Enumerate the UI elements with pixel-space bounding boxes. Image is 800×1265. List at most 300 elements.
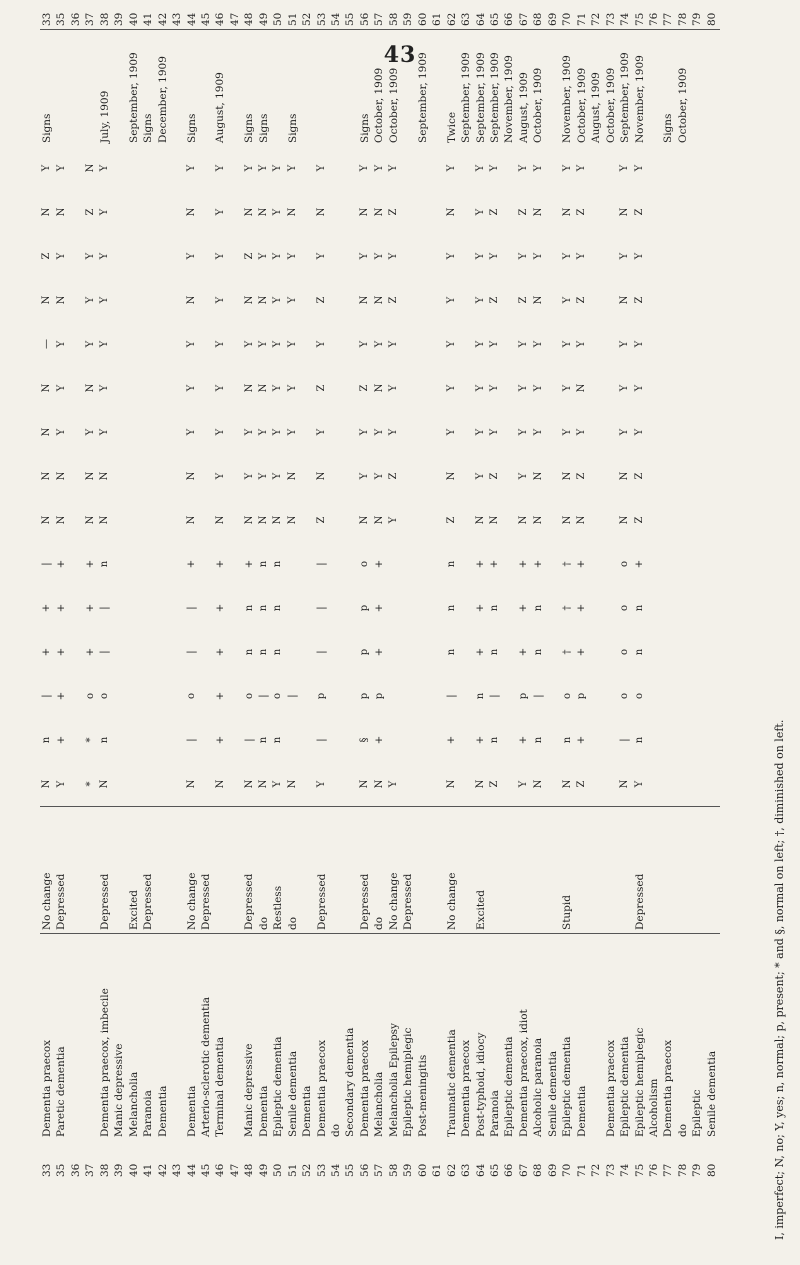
- sign-cell: [300, 674, 314, 718]
- sign-cell: N: [55, 207, 67, 217]
- sign-cell: N: [243, 207, 255, 217]
- sign-cell: [170, 190, 184, 234]
- mental-condition-cell: [531, 807, 545, 934]
- table-row: [430, 0, 444, 1180]
- sign-cell: [329, 498, 343, 542]
- sign-cell: Z: [575, 472, 587, 480]
- diagnosis-cell: Dementia praecox: [604, 934, 618, 1141]
- case-number: 49: [257, 1163, 270, 1177]
- sign-cell: [69, 586, 83, 630]
- sign-cell: [344, 586, 358, 630]
- sign-cell: [112, 586, 126, 630]
- sign-cell: *: [84, 737, 96, 743]
- sign-cell: N: [619, 471, 631, 481]
- case-number: 75: [633, 1163, 646, 1177]
- sign-cell: [661, 410, 675, 454]
- sign-cell: Y: [359, 340, 371, 348]
- sign-cell: |: [99, 650, 111, 654]
- sign-cell: Y: [388, 384, 400, 392]
- sign-cell: [141, 410, 155, 454]
- case-number-right: 46: [214, 12, 227, 26]
- mental-condition-cell: Depressed: [141, 807, 155, 934]
- sign-cell: [546, 762, 560, 807]
- sign-cell: [676, 366, 690, 410]
- sign-cell: N: [243, 295, 255, 305]
- sign-cell: n: [258, 560, 270, 568]
- diagnosis-cell: do: [329, 934, 343, 1141]
- case-number-right: 52: [301, 12, 314, 26]
- sign-cell: [199, 234, 213, 278]
- date-cell: [170, 30, 184, 147]
- sign-cell: Y: [185, 252, 197, 260]
- case-number-right: 77: [662, 12, 675, 26]
- date-cell: Signs: [358, 30, 372, 147]
- sign-cell: n: [633, 648, 645, 656]
- case-number: 62: [445, 1163, 458, 1177]
- date-cell: [647, 30, 661, 147]
- sign-cell: Y: [185, 340, 197, 348]
- sign-cell: N: [99, 515, 111, 525]
- sign-cell: [604, 366, 618, 410]
- sign-cell: Y: [315, 428, 327, 436]
- sign-cell: Y: [315, 340, 327, 348]
- case-number-right: 70: [561, 12, 574, 26]
- table-row: [127, 0, 141, 1180]
- sign-cell: N: [532, 471, 544, 481]
- table-row: [358, 0, 372, 1180]
- date-cell: September, 1909: [127, 30, 141, 147]
- sign-cell: N: [214, 779, 226, 789]
- sign-cell: N: [258, 295, 270, 305]
- sign-cell: [228, 146, 242, 190]
- sign-cell: Y: [518, 252, 530, 260]
- sign-cell: |: [619, 738, 631, 742]
- sign-cell: [416, 278, 430, 322]
- sign-cell: N: [359, 207, 371, 217]
- sign-cell: [170, 278, 184, 322]
- case-number: 66: [503, 1163, 516, 1177]
- sign-cell: [416, 542, 430, 586]
- sign-cell: [112, 718, 126, 762]
- case-number-right: 69: [546, 12, 559, 26]
- sign-cell: Y: [373, 340, 385, 348]
- sign-cell: [156, 718, 170, 762]
- date-cell: [112, 30, 126, 147]
- sign-cell: [661, 630, 675, 674]
- sign-cell: [503, 410, 517, 454]
- sign-cell: [228, 674, 242, 718]
- diagnosis-cell: Alcoholism: [647, 934, 661, 1141]
- sign-cell: [690, 586, 704, 630]
- diagnosis-cell: Senile dementia: [286, 934, 300, 1141]
- sign-cell: [503, 498, 517, 542]
- sign-cell: [228, 234, 242, 278]
- date-cell: Twice: [445, 30, 459, 147]
- sign-cell: [647, 498, 661, 542]
- sign-cell: [156, 322, 170, 366]
- sign-cell: [156, 498, 170, 542]
- diagnosis-cell: [228, 934, 242, 1141]
- sign-cell: |: [315, 738, 327, 742]
- case-number: 35: [55, 1163, 68, 1177]
- case-number-right: 47: [228, 12, 241, 26]
- sign-cell: [156, 234, 170, 278]
- sign-cell: [661, 718, 675, 762]
- table-row: [213, 0, 227, 1180]
- sign-cell: [344, 190, 358, 234]
- case-number-right: 51: [286, 12, 299, 26]
- date-cell: August, 1909: [589, 30, 603, 147]
- sign-cell: [661, 190, 675, 234]
- sign-cell: N: [532, 295, 544, 305]
- sign-cell: [170, 366, 184, 410]
- sign-cell: [228, 278, 242, 322]
- case-number-right: 44: [185, 12, 198, 26]
- table-row: [575, 0, 589, 1180]
- sign-cell: Y: [373, 472, 385, 480]
- sign-cell: p: [315, 692, 327, 700]
- case-number-right: 38: [98, 12, 111, 26]
- sign-cell: [228, 586, 242, 630]
- sign-cell: [416, 454, 430, 498]
- sign-cell: [127, 762, 141, 807]
- date-cell: [54, 30, 68, 147]
- table-row: [690, 0, 704, 1180]
- case-number-right: 54: [330, 12, 343, 26]
- sign-cell: [156, 586, 170, 630]
- mental-condition-cell: Depressed: [199, 807, 213, 934]
- sign-cell: [416, 498, 430, 542]
- diagnosis-cell: Dementia praecox: [661, 934, 675, 1141]
- table-row: [503, 0, 517, 1180]
- sign-cell: N: [243, 779, 255, 789]
- sign-cell: Y: [315, 252, 327, 260]
- case-number-right: 33: [40, 12, 53, 26]
- sign-cell: Y: [445, 384, 457, 392]
- sign-cell: N: [619, 515, 631, 525]
- sign-cell: o: [561, 692, 573, 700]
- diagnosis-cell: Melancholia: [127, 934, 141, 1141]
- sign-cell: Y: [373, 428, 385, 436]
- case-number-right: 49: [257, 12, 270, 26]
- sign-cell: N: [84, 515, 96, 525]
- table-row: [300, 0, 314, 1180]
- sign-cell: N: [41, 515, 53, 525]
- sign-cell: [141, 190, 155, 234]
- sign-cell: Y: [55, 428, 67, 436]
- diagnosis-cell: Senile dementia: [546, 934, 560, 1141]
- sign-cell: +: [84, 559, 96, 569]
- sign-cell: [416, 630, 430, 674]
- sign-cell: [416, 718, 430, 762]
- sign-cell: [387, 542, 401, 586]
- mental-condition-cell: [459, 807, 473, 934]
- sign-cell: N: [474, 515, 486, 525]
- mental-condition-cell: Depressed: [54, 807, 68, 934]
- sign-cell: Y: [272, 340, 284, 348]
- sign-cell: |: [41, 562, 53, 566]
- sign-cell: [156, 146, 170, 190]
- sign-cell: [705, 366, 720, 410]
- sign-cell: [705, 498, 720, 542]
- sign-cell: N: [619, 207, 631, 217]
- sign-cell: Y: [633, 252, 645, 260]
- sign-cell: N: [373, 383, 385, 393]
- sign-cell: [199, 190, 213, 234]
- sign-cell: [589, 542, 603, 586]
- sign-cell: [156, 366, 170, 410]
- sign-cell: [170, 322, 184, 366]
- sign-cell: +: [373, 735, 385, 745]
- case-number: 69: [546, 1163, 559, 1177]
- sign-cell: [647, 322, 661, 366]
- sign-cell: Z: [315, 516, 327, 524]
- mental-condition-cell: Depressed: [315, 807, 329, 934]
- sign-cell: [344, 146, 358, 190]
- sign-cell: [676, 190, 690, 234]
- date-cell: [344, 30, 358, 147]
- sign-cell: |: [185, 738, 197, 742]
- sign-cell: N: [359, 779, 371, 789]
- sign-cell: [387, 674, 401, 718]
- table-row: [112, 0, 126, 1180]
- sign-cell: +: [214, 647, 226, 657]
- sign-cell: Z: [388, 472, 400, 480]
- sign-cell: [416, 322, 430, 366]
- sign-cell: [141, 234, 155, 278]
- sign-cell: Y: [474, 296, 486, 304]
- mental-condition-cell: do: [286, 807, 300, 934]
- mental-condition-cell: [676, 807, 690, 934]
- sign-cell: [661, 146, 675, 190]
- sign-cell: Y: [185, 428, 197, 436]
- table-row: [401, 0, 415, 1180]
- sign-cell: —: [41, 339, 53, 349]
- sign-cell: Z: [489, 208, 501, 216]
- sign-cell: n: [445, 560, 457, 568]
- sign-cell: [170, 454, 184, 498]
- sign-cell: Y: [445, 164, 457, 172]
- sign-cell: N: [243, 515, 255, 525]
- sign-cell: [300, 234, 314, 278]
- sign-cell: Y: [518, 780, 530, 788]
- sign-cell: [344, 674, 358, 718]
- sign-cell: n: [272, 736, 284, 744]
- sign-cell: Y: [474, 164, 486, 172]
- sign-cell: [604, 190, 618, 234]
- sign-cell: +: [55, 559, 67, 569]
- table-row: [315, 0, 329, 1180]
- sign-cell: N: [84, 163, 96, 173]
- sign-cell: Y: [84, 428, 96, 436]
- date-cell: November, 1909: [633, 30, 647, 147]
- diagnosis-cell: Post-typhoid, idiocy: [474, 934, 488, 1141]
- sign-cell: +: [214, 691, 226, 701]
- sign-cell: [661, 674, 675, 718]
- sign-cell: [430, 322, 444, 366]
- sign-cell: [112, 146, 126, 190]
- sign-cell: |: [243, 738, 255, 742]
- sign-cell: [156, 410, 170, 454]
- sign-cell: [430, 410, 444, 454]
- sign-cell: Y: [214, 164, 226, 172]
- sign-cell: Y: [633, 780, 645, 788]
- sign-cell: [228, 498, 242, 542]
- sign-cell: [647, 718, 661, 762]
- case-number-right: 80: [706, 12, 719, 26]
- sign-cell: o: [619, 692, 631, 700]
- sign-cell: [705, 762, 720, 807]
- sign-cell: [127, 498, 141, 542]
- table-row: [531, 0, 545, 1180]
- sign-cell: [344, 718, 358, 762]
- case-number-right: 72: [590, 12, 603, 26]
- sign-cell: †: [561, 561, 573, 567]
- sign-cell: Y: [185, 384, 197, 392]
- case-number-right: 36: [69, 12, 82, 26]
- sign-cell: [127, 542, 141, 586]
- sign-cell: [199, 410, 213, 454]
- sign-cell: [546, 146, 560, 190]
- sign-cell: N: [575, 383, 587, 393]
- sign-cell: [199, 586, 213, 630]
- date-cell: August, 1909: [517, 30, 531, 147]
- sign-cell: [503, 674, 517, 718]
- sign-cell: [112, 542, 126, 586]
- sign-cell: N: [286, 207, 298, 217]
- sign-cell: [199, 498, 213, 542]
- sign-cell: [300, 366, 314, 410]
- sign-cell: Y: [55, 252, 67, 260]
- sign-cell: [69, 322, 83, 366]
- mental-condition-cell: [112, 807, 126, 934]
- sign-cell: [459, 762, 473, 807]
- sign-cell: [589, 630, 603, 674]
- sign-cell: +: [518, 735, 530, 745]
- sign-cell: N: [84, 471, 96, 481]
- sign-cell: o: [272, 692, 284, 700]
- sign-cell: N: [55, 295, 67, 305]
- diagnosis-cell: Traumatic dementia: [445, 934, 459, 1141]
- sign-cell: [199, 762, 213, 807]
- sign-cell: Y: [561, 296, 573, 304]
- case-number-right: 35: [55, 12, 68, 26]
- sign-cell: [459, 146, 473, 190]
- table-row: [271, 0, 285, 1180]
- diagnosis-cell: Epileptic dementia: [503, 934, 517, 1141]
- mental-condition-cell: Excited: [127, 807, 141, 934]
- case-number-right: 73: [604, 12, 617, 26]
- sign-cell: N: [445, 779, 457, 789]
- sign-cell: [589, 586, 603, 630]
- sign-cell: |: [99, 606, 111, 610]
- mental-condition-cell: [661, 807, 675, 934]
- sign-cell: [430, 630, 444, 674]
- sign-cell: +: [489, 559, 501, 569]
- sign-cell: Y: [518, 428, 530, 436]
- sign-cell: [228, 718, 242, 762]
- sign-cell: [170, 410, 184, 454]
- sign-cell: [156, 278, 170, 322]
- sign-cell: †: [561, 605, 573, 611]
- sign-cell: +: [84, 647, 96, 657]
- sign-cell: [416, 762, 430, 807]
- sign-cell: +: [55, 735, 67, 745]
- sign-cell: p: [359, 648, 371, 656]
- sign-cell: Y: [619, 384, 631, 392]
- diagnosis-cell: Alcoholic paranoia: [531, 934, 545, 1141]
- sign-cell: [676, 674, 690, 718]
- case-number-right: 64: [474, 12, 487, 26]
- sign-cell: Y: [84, 252, 96, 260]
- sign-cell: |: [315, 650, 327, 654]
- case-number: 48: [243, 1163, 256, 1177]
- sign-cell: [156, 190, 170, 234]
- table-row: [488, 0, 502, 1180]
- sign-cell: [329, 278, 343, 322]
- sign-cell: [459, 410, 473, 454]
- sign-cell: Y: [359, 252, 371, 260]
- mental-condition-cell: do: [257, 807, 271, 934]
- sign-cell: Y: [55, 780, 67, 788]
- sign-cell: Y: [373, 164, 385, 172]
- sign-cell: [459, 542, 473, 586]
- sign-cell: [589, 190, 603, 234]
- sign-cell: n: [489, 604, 501, 612]
- sign-cell: [589, 322, 603, 366]
- sign-cell: Y: [99, 296, 111, 304]
- sign-cell: [604, 542, 618, 586]
- sign-cell: Y: [575, 252, 587, 260]
- sign-cell: [546, 498, 560, 542]
- table-row: [344, 0, 358, 1180]
- sign-cell: Y: [272, 780, 284, 788]
- date-cell: October, 1909: [531, 30, 545, 147]
- sign-cell: [401, 674, 415, 718]
- sign-cell: [199, 454, 213, 498]
- sign-cell: [300, 542, 314, 586]
- sign-cell: +: [243, 559, 255, 569]
- sign-cell: N: [41, 383, 53, 393]
- sign-cell: [647, 190, 661, 234]
- sign-cell: [661, 366, 675, 410]
- sign-cell: [430, 762, 444, 807]
- date-cell: September, 1909: [474, 30, 488, 147]
- date-cell: [546, 30, 560, 147]
- sign-cell: [676, 146, 690, 190]
- date-cell: [199, 30, 213, 147]
- sign-cell: N: [243, 383, 255, 393]
- table-row: [647, 0, 661, 1180]
- sign-cell: Y: [99, 428, 111, 436]
- sign-cell: [503, 366, 517, 410]
- case-number: 77: [662, 1163, 675, 1177]
- sign-cell: n: [474, 692, 486, 700]
- table-row: [633, 0, 647, 1180]
- sign-cell: Y: [619, 252, 631, 260]
- mental-condition-cell: [604, 807, 618, 934]
- sign-cell: N: [185, 207, 197, 217]
- sign-cell: [156, 542, 170, 586]
- sign-cell: [69, 366, 83, 410]
- sign-cell: |: [258, 694, 270, 698]
- sign-cell: [661, 586, 675, 630]
- sign-cell: Y: [258, 340, 270, 348]
- sign-cell: Z: [633, 296, 645, 304]
- sign-cell: Y: [561, 164, 573, 172]
- mental-condition-cell: [69, 807, 83, 934]
- sign-cell: Y: [619, 164, 631, 172]
